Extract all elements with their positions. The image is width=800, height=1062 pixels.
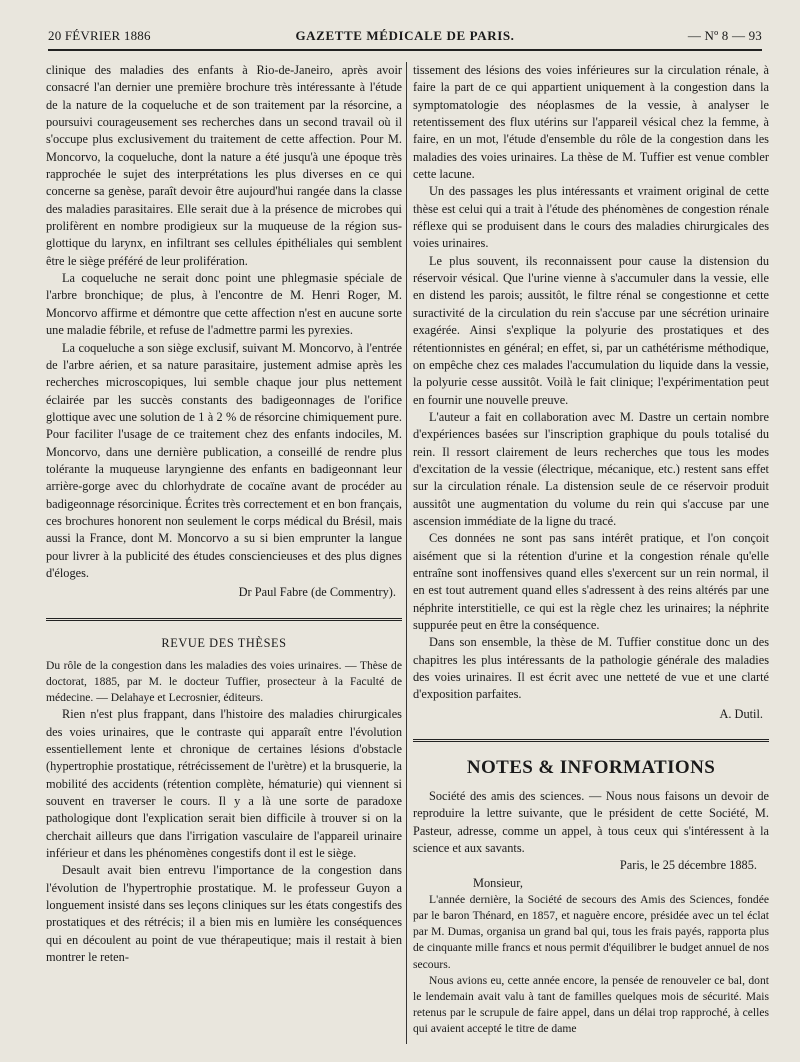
paragraph: tissement des lésions des voies inférieures sur la circulation rénale, à faire la part de ce qui appartient uniquement à la congestion dans la symptomatologie des néoplasmes de la vessie, à analyser le retentissement des flux utérins sur l'appareil vésical chez la femme, à faire, en un mot, l'étude d'ensemble du rôle de la congestion dans les maladies des voies urinaires. La thèse de M. Tuffier est venue combler cette lacune. — [413, 63, 769, 182]
paragraph: La coqueluche a son siège exclusif, suivant M. Moncorvo, à l'entrée de l'arbre aérien, et sa nature parasitaire, justement admise après les recherches microscopiques, lui semble chaque jour plus nettement éclairée par les succès constants des badigeonnages de l'orifice glottique avec une solution de 1 à 2 % de résorcine chimiquement pure. Pour faciliter l'usage de ce traitement chez des enfants indociles, M. Moncorvo, dans une dernière publication, a conseillé de rendre plus tolérante la muqueuse laryngienne des enfants en badigeonnant leur arrière-gorge avec du chlorhydrate de cocaïne avant de procéder au badigeonnage résorcinique. Écrites très correctement et en bon français, ces brochures honorent non seulement le corps médical du Brésil, mais aussi la France, dont M. Moncorvo a su si bien emprunter la langue pour livrer à la publicité des études consciencieuses et des plus dignes d'éloges. — [46, 340, 402, 580]
page-number: — Nº 8 — 93 — [687, 28, 762, 43]
paragraph: Nous avions eu, cette année encore, la pensée de renouveler ce bal, dont le lendemain avait valu à tant de familles quelques mois de sécurité. Mais retenus par le scrupule de faire appel, dans un délai trop rapproché, à celles qui avaient accepté le titre de dame — [413, 973, 769, 1035]
section-divider — [46, 618, 402, 621]
paragraph: Société des amis des sciences. — Nous nous faisons un devoir de reproduire la lettre suivante, que le président de cette Société, M. Pasteur, adresse, comme un appel, à tous ceux qui s'intéressent à la science et aux savants. — [413, 789, 769, 856]
page-header — [48, 28, 762, 48]
right-column — [413, 62, 769, 1044]
paragraph: L'auteur a fait en collaboration avec M. Dastre un certain nombre d'expériences basées sur l'inscription graphique du pouls totalisé du rein. Il ressort clairement de leurs recherches que tous les modes d'excitation de la vessie (électrique, mécanique, etc.) restent sans effet sur la circulation rénale. La distension seule de ce réservoir produit aussitôt une augmentation du volume du rein qui s'accuse par une ascension immédiate de la ligne du tracé. — [413, 409, 769, 528]
paragraph: L'année dernière, la Société de secours des Amis des Sciences, fondée par le baron Thénard, en 1857, et naguère encore, présidée avec un tel éclat par M. Dumas, organisa un grand bal qui, tous les frais payés, rapporta plus de cinquante mille francs et nous permit d'équilibrer le budget annuel de nos secours. — [413, 893, 769, 971]
author-signature: Dr Paul Fabre (de Commentry). — [238, 585, 396, 600]
section-title: REVUE DES THÈSES — [161, 635, 287, 650]
header-date: 20 FÉVRIER 1886 — [48, 28, 151, 43]
paragraph: Dans son ensemble, la thèse de M. Tuffier constitue donc un des chapitres les plus intéressants de la pathologie générale des maladies des voies urinaires. Il est écrit avec une netteté de vue et une clarté d'exposition parfaites. — [413, 635, 769, 702]
paragraph: Desault avait bien entrevu l'importance de la congestion dans l'évolution de l'hypertrophie prostatique. M. le professeur Guyon a longuement insisté dans ses leçons cliniques sur les états congestifs des prostatiques et des rétrécis; il a bien mis en lumière les conséquences qui en découlent au point de vue thérapeutique; mais il restait à bien montrer le reten- — [46, 863, 402, 965]
header-rule — [48, 49, 762, 51]
paragraph: La coqueluche ne serait donc point une phlegmasie spéciale de l'arbre bronchique; de plus, à l'encontre de M. Henri Roger, M. Moncorvo affirme et démontre que cette affection n'est en aucune sorte une maladie fébrile, et refuse de l'admettre parmi les pyrexies. — [46, 271, 402, 338]
paragraph: Un des passages les plus intéressants et vraiment original de cette thèse est celui qui a trait à l'étude des phénomènes de congestion rénale réflexe qui se produisent dans le cours des maladies chirurgicales des voies urinaires. — [413, 184, 769, 251]
paragraph: Le plus souvent, ils reconnaissent pour cause la distension du réservoir vésical. Que l'urine vienne à s'accumuler dans la vessie, elle en distend les parois; aussitôt, le filtre rénal se congestionne et cette suractivité de la circulation du rein s'accuse par une sécrétion urinaire exagérée. Ainsi s'explique la polyurie des prostatiques et des rétentionnistes en général; en effet, si, par un cathétérisme méthodique, on empêche chez ces malades l'accumulation du liquide dans la vessie, la polyurie cesse aussitôt. Voilà le fait clinique; l'expérimentation peut en fournir une nouvelle preuve. — [413, 253, 769, 407]
column-rule — [406, 62, 407, 1044]
thesis-citation: Du rôle de la congestion dans les maladies des voies urinaires. — Thèse de doctorat, 1885, par M. le docteur Tuffier, prosecteur à la Faculté de médecine. — Delahaye et Lecrosnier, éditeurs. — [46, 659, 402, 705]
author-signature: A. Dutil. — [719, 706, 763, 721]
letter-salutation: Monsieur, — [473, 875, 523, 890]
paragraph: clinique des maladies des enfants à Rio-de-Janeiro, après avoir consacré l'an dernier une première brochure très intéressante à l'étude de la nature de la coqueluche et de son traitement par la résorcine, a poursuivi courageusement ses recherches dans un second travail où il s'occupe plus exclusivement du traitement de cette affection. Pour M. Moncorvo, la coqueluche, dont la nature a été jusqu'à une époque très rapprochée le sujet des interprétations les plus diverses en ce qui concerne sa genèse, paraît devoir être aujourd'hui rangée dans la classe des maladies parasitaires. Elle serait due à la présence de microbes qui prolifèrent en nombre prodigieux sur la muqueuse de la région sus-glottique du larynx, en infiltrant ses cellules épithéliales qui semblent être le siège préféré de leur prolifération. — [46, 63, 402, 268]
journal-title: GAZETTE MÉDICALE DE PARIS. — [295, 28, 515, 43]
section-divider — [413, 739, 769, 742]
paragraph: Rien n'est plus frappant, dans l'histoire des maladies chirurgicales des voies urinaires, que le contraste qui apparaît entre l'évolution essentiellement lente et chronique de certaines lésions d'obstacle (hypertrophie prostatique, rétrécissement de l'urètre) et la brusquerie, la mobilité des accidents (rétention complète, hématurie) qui viennent si souvent en traverser le cours. Il y a là une sorte de paradoxe pathologique dont l'explication serait bien difficile à trouver si on la cherchait ailleurs que dans l'irrigation vasculaire de l'appareil urinaire inférieur et dans les phénomènes congestifs dont il est le siège. — [46, 707, 402, 861]
letter-date: Paris, le 25 décembre 1885. — [619, 858, 757, 873]
notes-title: NOTES & INFORMATIONS — [466, 757, 716, 779]
left-column — [46, 62, 402, 1044]
paragraph: Ces données ne sont pas sans intérêt pratique, et l'on conçoit aisément que si la rétention d'urine et la congestion rénale qu'elle entraîne sont inoffensives quand elles s'exercent sur un rein normal, il en est tout autrement quand elles s'adressent à des reins altérés par une néphrite interstitielle, ce qui est la règle chez les urinaires; la néphrite suppurée peut en être la conséquence. — [413, 531, 769, 632]
